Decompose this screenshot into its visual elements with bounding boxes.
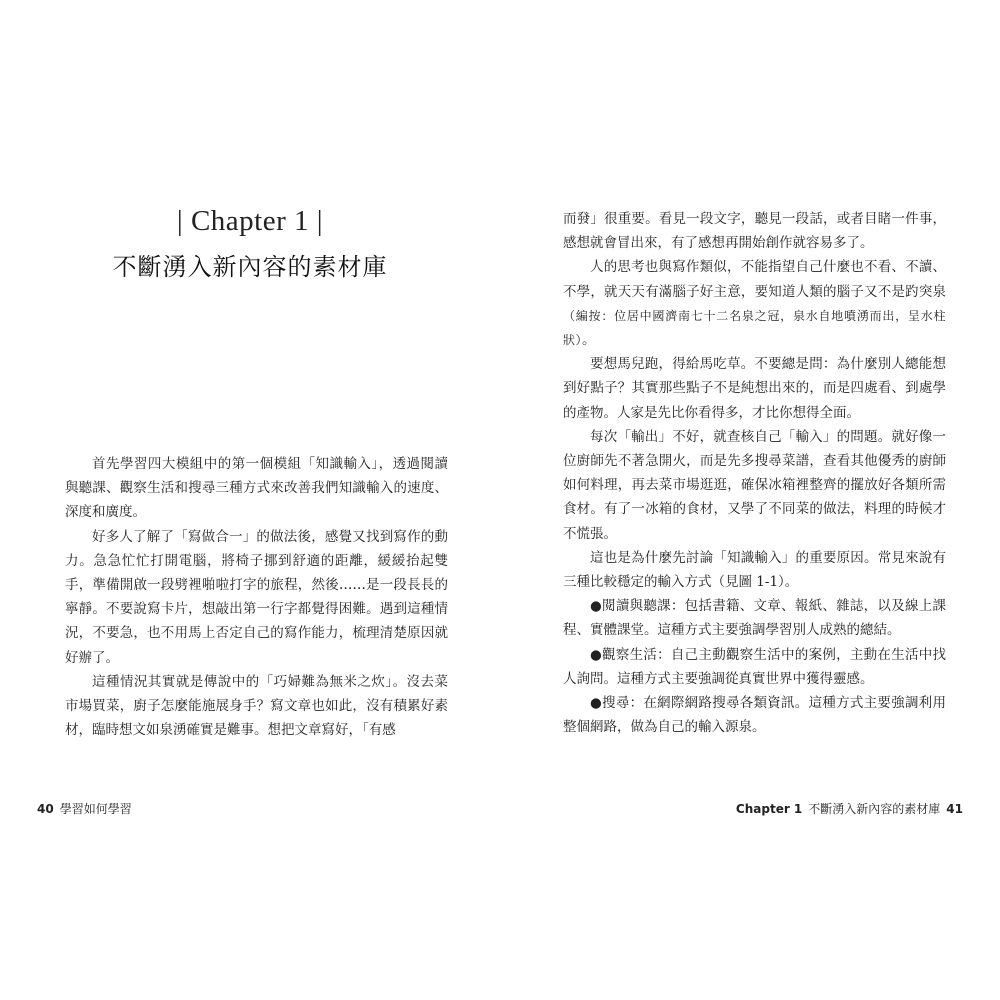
paragraph: 首先學習四大模組中的第一個模組「知識輸入」，透過閱讀與聽課、觀察生活和搜尋三種方式來改善我們知識輸入的速度、深度和廣度。 [65, 456, 448, 521]
left-body-text [65, 452, 448, 742]
paragraph: 好多人了解了「寫做合一」的做法後，感覺又找到寫作的動力。急急忙忙打開電腦，將椅子挪到舒適的距離，緩緩抬起雙手，準備開啟一段劈裡啪啦打字的旅程，然後……是一段長長的寧靜。不要說寫卡片，想敲出第一行字都覺得困難。遇到這種情況，不要急，也不用馬上否定自己的寫作能力，梳理清楚原因就好辦了。 [65, 528, 448, 666]
paragraph: 每次「輸出」不好，就查核自己「輸入」的問題。就好像一位廚師先不著急開火，而是先多搜尋菜譜，查看其他優秀的廚師如何料理，再去菜市場逛逛，確保冰箱裡整齊的擺放好各類所需食材。有了一冰箱的食材，又學了不同菜的做法，料理的時候才不慌張。 [563, 428, 946, 542]
paragraph: 要想馬兒跑，得給馬吃草。不要總是問：為什麼別人總能想到好點子？其實那些點子不是純想出來的，而是四處看、到處學的產物。人家是先比你看得多，才比你想得全面。 [563, 356, 946, 421]
editor-note: （編按：位居中國濟南七十二名泉之冠，泉水自地噴湧而出，呈水柱狀） [563, 308, 946, 348]
left-folio [37, 800, 132, 817]
chapter-label: | Chapter 1 | [176, 205, 324, 237]
running-head: 學習如何學習 [59, 802, 132, 816]
running-head: 不斷湧入新內容的素材庫 [808, 802, 941, 816]
paragraph-continued: 而發」很重要。看見一段文字，聽見一段話，或者目睹一件事，感想就會冒出來，有了感想再開始創作就容易多了。 [563, 211, 946, 252]
chapter-title: 不斷湧入新內容的素材庫 [112, 253, 388, 281]
page-number: 41 [946, 802, 963, 816]
paragraph: 這種情況其實就是傳說中的「巧婦難為無米之炊」。沒去菜市場買菜，廚子怎麼能施展身手？寫文章也如此，沒有積累好素材，臨時想文如泉湧確實是難事。想把文章寫好，「有感 [65, 673, 448, 739]
paragraph [563, 255, 946, 352]
right-body-text [563, 207, 946, 739]
bullet-item: ●搜尋：在網際網路搜尋各類資訊。這種方式主要強調利用整個網路，做為自己的輸入源泉。 [563, 695, 946, 736]
bullet-item: ●閱讀與聽課：包括書籍、文章、報紙、雜誌，以及線上課程、實體課堂。這種方式主要強調學習別人成熟的總結。 [563, 598, 946, 639]
right-folio [736, 800, 963, 817]
running-chapter: Chapter 1 [735, 802, 803, 816]
paragraph: 這也是為什麼先討論「知識輸入」的重要原因。常見來說有三種比較穩定的輸入方式（見圖 1-1）。 [563, 549, 946, 591]
page-number: 40 [37, 802, 54, 816]
paragraph-main: 人的思考也與寫作類似，不能指望自己什麼也不看、不讀、不學，就天天有滿腦子好主意，要知道人類的腦子又不是趵突泉 [563, 259, 946, 300]
bullet-item: ●觀察生活：自己主動觀察生活中的案例，主動在生活中找人詢問。這種方式主要強調從真實世界中獲得靈感。 [563, 646, 946, 687]
paragraph-end: 。 [582, 332, 596, 349]
right-page [500, 0, 1000, 1000]
